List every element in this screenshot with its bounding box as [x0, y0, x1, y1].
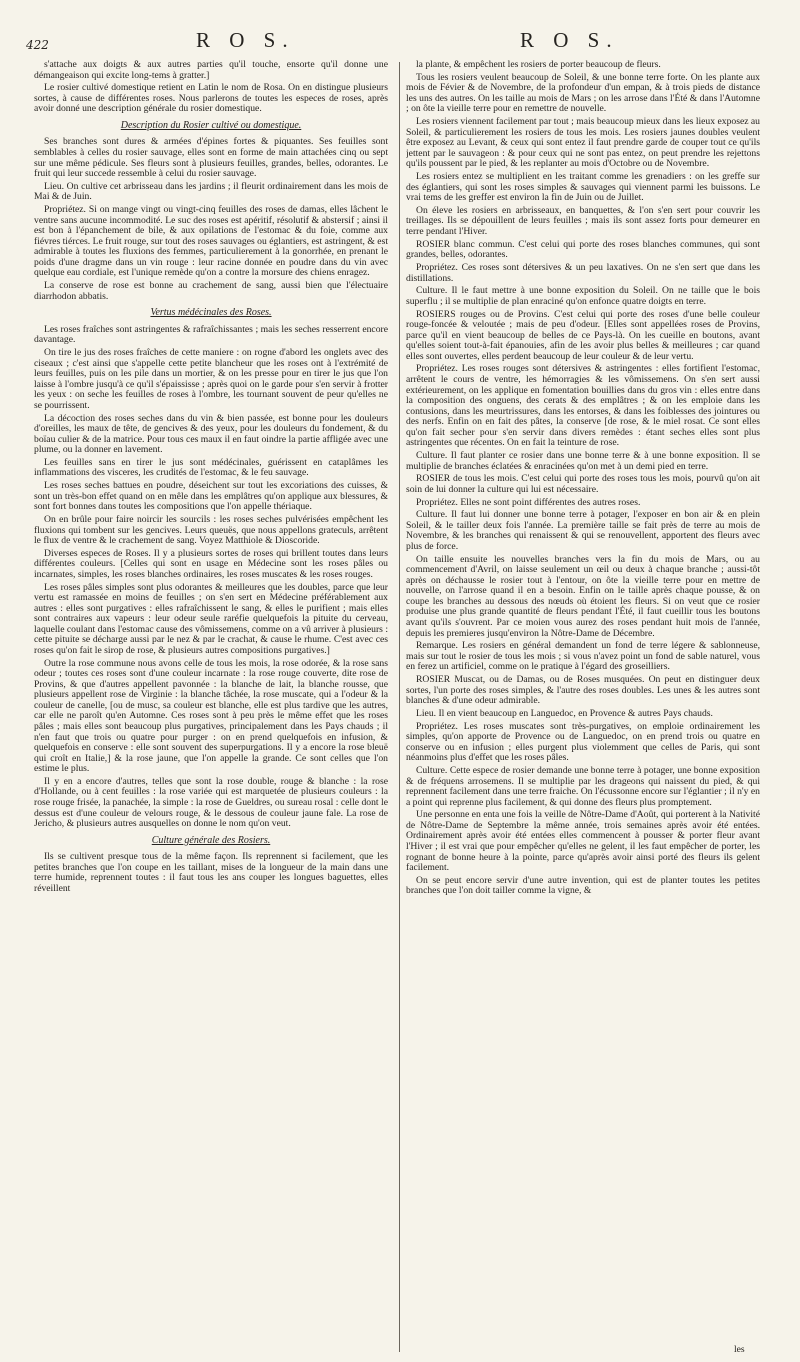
paragraph: Ses branches sont dures & armées d'épines fortes & piquantes. Ses feuilles sont semblables à celles du rosier sauvage, elles sont en forme de main attachées cinq ou sept sur une même pédicule. Ses fleurs sont à plusieurs feuilles, grandes, belles, odorantes. Le fruit qui leur succede ressemble à celui du rosier sauvage. — [34, 136, 388, 180]
paragraph: Diverses especes de Roses. Il y a plusieurs sortes de roses qui brillent toutes dans leurs différentes couleurs. [Celles qui sont en usage en Médecine sont les roses pâles ou incarnates, simples, les roses blanches ordinaires, les roses muscates & les roses rouges. — [34, 547, 388, 580]
paragraph: On en brûle pour faire noircir les sourcils : les roses seches pulvérisées empêchent les fluxions qui tombent sur les gencives. Leurs queuës, que nous appellons grateculs, arrêtent le flux de ventre & le crachement de sang. Voyez Matthiole & Dioscoride. — [34, 514, 388, 547]
running-head-left: R O S. — [196, 28, 295, 52]
paragraph: Propriétez. Elles ne sont point différentes des autres roses. — [416, 496, 641, 508]
paragraph: On éleve les rosiers en arbrisseaux, en banquettes, & l'on s'en sert pour couvrir les treillages. Ils se dépouillent de leurs feuilles ; mais ils sont assez forts pour demeurer en terre pendant l'Hiver. — [406, 204, 760, 237]
paragraph: On se peut encore servir d'une autre invention, qui est de planter toutes les petites branches que l'on doit tailler comme la vigne, & — [406, 874, 760, 897]
paragraph: Propriétez. Les roses rouges sont détersives & astringentes : elles fortifient l'estomac, arrêtent le cours de ventre, les hémorragies & les vômissemens. On s'en sert aussi extérieurement, on les applique en fomentation bouillies dans du gros vin : elles entre dans la composition des onguens, des cerats & des emplâtres ; & on les emploie dans les contusions, dans les meurtrissures, dans les entorses, & dans les foiblesses des jointures ou des nerfs. Enfin on en fait des pâtes, la conserve [de rose, & le miel rosat. Ce sont elles qu'on fait secher pour s'en servir dans divers remèdes : étant seches elles sont plus astringentes que récentes. On en fait la teinture de rose. — [406, 363, 760, 449]
paragraph: La conserve de rose est bonne au crachement de sang, aussi bien que l'électuaire diarrhodon abbatis. — [34, 280, 388, 302]
paragraph: Culture. Il faut lui donner une bonne terre à potager, l'exposer en bon air & en plein Soleil, & le tailler deux fois l'année. La première taille se fait près de terre au mois de Novembre, & les branches qui renaissent & qui se renouvellent, apportent des fleurs avec plus de force. — [406, 509, 760, 552]
paragraph: Les rosiers entez se multiplient en les traitant comme les grenadiers : on les greffe sur des églantiers, qui sont les roses simples & sauvages qui viennent parmi les buissons. Le vrai tems de les greffer est environ la fin de Juin ou de Juillet. — [406, 171, 760, 204]
paragraph: On tire le jus des roses fraîches de cette maniere : on rogne d'abord les onglets avec des ciseaux ; c'est ainsi que s'appelle cette petite blancheur que les roses ont à l'extrémité de leurs feuilles, puis on les pile dans un mortier, & on les presse pour en tirer le jus que l'on laisse à l'ombre jusqu'à ce qu'il s'épaississe ; après quoi on le garde pour s'en servir à frotter les yeux : on seche les feuilles de roses à l'ombre, les tournant souvent de peur qu'elles ne se pourrissent. — [34, 347, 388, 411]
catchword: les — [734, 1344, 745, 1355]
paragraph: ROSIER de tous les mois. C'est celui qui porte des roses tous les mois, pourvû qu'on ait soin de lui donner la culture qui lui est nécessaire. — [406, 473, 760, 495]
paragraph: s'attache aux doigts & aux autres parties qu'il touche, ensorte qu'il donne une démangeaison qui excite long-tems à gratter.] — [34, 60, 388, 81]
paragraph: La décoction des roses seches dans du vin & bien passée, est bonne pour les douleurs d'oreilles, les maux de tête, de gencives & des yeux, pour les douleurs du fondement, & du boïau culier & de la matrice. Pour tous ces maux il en faut oindre la partie affligée avec une plume, ou la donner en lavement. — [34, 412, 388, 456]
left-column — [34, 60, 388, 1356]
paragraph: On taille ensuite les nouvelles branches vers la fin du mois de Mars, ou au commencement d'Avril, on laisse seulement un œil ou deux à chaque branche ; aussi-tôt après on déchausse le rosier tout à l'entour, on ôte la vieille terre pour en mettre de nouvelle, on l'arrose quand il en a besoin. Enfin on le taille après chaque pousse, & on coupe les branches au dessous des nœuds où étoient les fleurs. Si on veut que ce rosier produise une plus grande quantité de fleurs pendant l'Été, il faut cueillir tous les boutons avant qu'ils s'ouvrent. Par ce moien vous aurez des roses pendant huit mois de l'année, depuis les premieres jusqu'environ la Nôtre-Dame de Décembre. — [406, 553, 760, 639]
paragraph: Le rosier cultivé domestique retient en Latin le nom de Rosa. On en distingue plusieurs sortes, à cause de différentes roses. Nous parlerons de toutes les especes de roses, après avoir donné une description générale du rosier domestique. — [34, 82, 388, 115]
paragraph: Une personne en enta une fois la veille de Nôtre-Dame d'Août, qui porterent à la Nativité de Nôtre-Dame de Septembre la même année, trois semaines après avoir été entées. Ordinairement après avoir été entées elles commencent à pousser & porter fleur avant l'Hiver ; il est vrai que pour empêcher qu'elles ne gelent, il les faut empêcher de porter, les rognant de bonne heure à la pointe, parce qu'après avoir ainsi porté des fleurs ils gelent facilement. — [406, 809, 760, 874]
paragraph: Les roses pâles simples sont plus odorantes & meilleures que les doubles, parce que leur vertu est ramassée en moins de feuilles ; on s'en sert en Médecine préférablement aux autres : elles sont purgatives : elles rafraîchissent le sang, & elles le purifient ; mais elles sont contraires aux vapeurs : leur odeur seule raréfie quelquefois la pituite du cerveau, laquelle coulant dans l'estomac cause des vômissemens, comme on a vû arriver à plusieurs : cette pituite se décharge aussi par le nez & par le crachat, & cause le rhume. C'est avec ces roses qu'on fait le sirop de rose, & plusieurs autres compositions purgatives.] — [34, 581, 388, 656]
paragraph: Lieu. On cultive cet arbrisseau dans les jardins ; il fleurit ordinairement dans les mois de Mai & de Juin. — [34, 180, 388, 203]
section-heading: Description du Rosier cultivé ou domestique. — [120, 119, 302, 131]
paragraph: Ils se cultivent presque tous de la même façon. Ils reprennent si facilement, que les petites branches que l'on coupe en les taillant, mises de la longueur de la main dans une terre humide, reprennent toutes : il faut tous les ans couper les longues baguettes, elles réveillent — [34, 851, 388, 894]
paragraph: ROSIERS rouges ou de Provins. C'est celui qui porte des roses d'une belle couleur rouge-foncée & veloutée ; mais de peu d'odeur. [Elles sont appellées roses de Provins, parce qu'il en vient beaucoup de belles de ce Pays-là. On les cueille en boutons, avant qu'elles soient tout-à-fait épanouies, afin de les avoir plus belles & meilleures ; car quand elles sont ouvertes, elles perdent beaucoup de leur couleur & de leur vertu. — [406, 308, 760, 362]
paragraph: Les roses seches battues en poudre, déseichent sur tout les excoriations des cuisses, & sont un très-bon effet quand on en mêle dans les emplâtres qu'on applique aux blessures, & sont fort bonnes dans toutes les compositions que l'on appelle thériaque. — [34, 480, 388, 513]
paragraph: Les feuilles sans en tirer le jus sont médécinales, guérissent en cataplâmes les inflammations des visceres, les crudités de l'estomac, & le feu sauvage. — [34, 456, 388, 479]
running-head-right: R O S. — [520, 28, 619, 52]
paragraph: Propriétez. Les roses muscates sont très-purgatives, on emploie ordinairement les simples, qu'on apporte de Provence ou de Languedoc, on en prend trois ou quatre en conserve ou en infusion ; elles purgent plus violemment que celles de Paris, qui sont néanmoins plus d'effet que les roses pâles. — [406, 720, 760, 764]
paragraph: Il y en a encore d'autres, telles que sont la rose double, rouge & blanche : la rose d'Hollande, ou à cent feuilles : la rose variée qui est marquetée de plusieurs couleurs : la rose rouge frisée, la panachée, la simple : la rose de Gueldres, ou sureau rosal : celle dont le dessus est d'une couleur de velours rouge, & le dessous de couleur jaune fale. La rose de Jericho, & plusieurs autres ausquelles on donne le nom qu'on veut. — [34, 775, 388, 830]
paragraph: Culture. Cette espece de rosier demande une bonne terre à potager, une bonne exposition & de fréquens arrosemens. Il se multiplie par les drageons qui naissent du pied, & qui reprennent facilement dans une terre fraiche. On l'écussonne encore sur l'églantier ; il n'y en a point qui reprenne plus facilement, & qui donne des fleurs plus promptement. — [406, 765, 760, 808]
page-number: 422 — [26, 38, 49, 52]
paragraph: ROSIER blanc commun. C'est celui qui porte des roses blanches communes, qui sont grandes, belles, odorantes. — [406, 238, 760, 261]
section-heading: Culture générale des Rosiers. — [151, 834, 271, 846]
paragraph: ROSIER Muscat, ou de Damas, ou de Roses musquées. On peut en distinguer deux sortes, l'un porte des roses simples, & l'autre des roses doubles. Les unes & les autres sont blanches & d'une odeur admirable. — [406, 674, 760, 707]
paragraph: Les rosiers viennent facilement par tout ; mais beaucoup mieux dans les lieux exposez au Soleil, & particulierement les rosiers de tous les mois. Les rosiers jaunes doubles veulent être exposez au Levant, & ceux qui sont entez il faut prendre garde de couper tout ce qu'ils jettent par le sauvageon : & pour ceux qui ne sont pas entez, on peut prendre les rejettons qu'ils poussent par le pied, & les replanter au mois d'Octobre ou de Novembre. — [406, 116, 760, 170]
right-column — [406, 60, 760, 1356]
paragraph: Culture. Il faut planter ce rosier dans une bonne terre & à une bonne exposition. Il se multiplie de branches éclatées & enracinées qu'on met à un demi pied en terre. — [406, 450, 760, 472]
section-heading: Vertus médécinales des Roses. — [150, 307, 272, 319]
paragraph: Culture. Il le faut mettre à une bonne exposition du Soleil. On ne taille que le bois superflu ; il se multiplie de plan enraciné qu'on enfonce quatre doigts en terre. — [406, 285, 760, 307]
paragraph: Propriétez. Ces roses sont détersives & un peu laxatives. On ne s'en sert que dans les distillations. — [406, 261, 760, 284]
paragraph: Lieu. Il en vient beaucoup en Languedoc, en Provence & autres Pays chauds. — [416, 707, 713, 719]
paragraph: Remarque. Les rosiers en général demandent un fond de terre légere & sablonneuse, mais sur tout le rosier de tous les mois ; si vous n'avez point un fond de sable naturel, vous en ferez un artificiel, comme on le pratique à l'égard des groseilliers. — [406, 640, 760, 673]
paragraph: Les roses fraîches sont astringentes & rafraîchissantes ; mais les seches resserrent encore davantage. — [34, 323, 388, 346]
paragraph: Tous les rosiers veulent beaucoup de Soleil, & une bonne terre forte. On les plante aux mois de Févier & de Novembre, de la profondeur d'un empan, & à trois pieds de distance les uns des autres. On les taille au mois de Mars ; on les arrose dans l'Été & dans l'Automne ; on ôte la vieille terre pour en remettre de nouvelle. — [406, 71, 760, 115]
paragraph: la plante, & empêchent les rosiers de porter beaucoup de fleurs. — [416, 60, 661, 70]
column-divider — [399, 62, 400, 1352]
paragraph: Propriétez. Si on mange vingt ou vingt-cinq feuilles des roses de damas, elles lâchent le ventre sans aucune incommodité. Le suc des roses est apéritif, résolutif & abstersif ; ainsi il est bon à l'épanchement de bile, & aux opilations de l'estomac & du foie, comme aux fiévres tiérces. Le fruit rouge, sur tout des roses sauvages ou églantiers, est astringent, & est admirable à toutes les fluxions des femmes, particulierement à la gonorrhée, en prenant le poids d'une dragme dans un vin rouge : leur racine donnée en poudre dans du vin avec quelque eau cordiale, est l'unique remède qu'on a contre la morsure des chiens enragez. — [34, 204, 388, 279]
paragraph: Outre la rose commune nous avons celle de tous les mois, la rose odorée, & la rose sans odeur ; toutes ces roses sont d'une couleur incarnate : la rose rouge couverte, dite rose de Provins, & que d'autres appellent pavonnée : la blanche de lait, la blanche rousse, que plusieurs appellent rose de Virginie : la blanche tâchée, la rose muscate, qui a l'odeur & la couleur de canelle, [ou de musc, sa couleur est blanche, elle est plus tardive que les autres, car elle ne paroît qu'en Automne. Ces roses sont à peu près le même effet que les roses pâles ; mais elles sont beaucoup plus purgatives, principalement dans les Pays chauds ; il n'en faut que trois ou quatre pour purger : on en prend quelquefois en infusion, & quelquefois en conserve : elle sont souvent des superpurgations. Il y a encore la rose bleuë qui croît en Italie,] & la rose jaune, que l'on appelle la grande. Ce sont celles que l'on estime le plus. — [34, 657, 388, 775]
